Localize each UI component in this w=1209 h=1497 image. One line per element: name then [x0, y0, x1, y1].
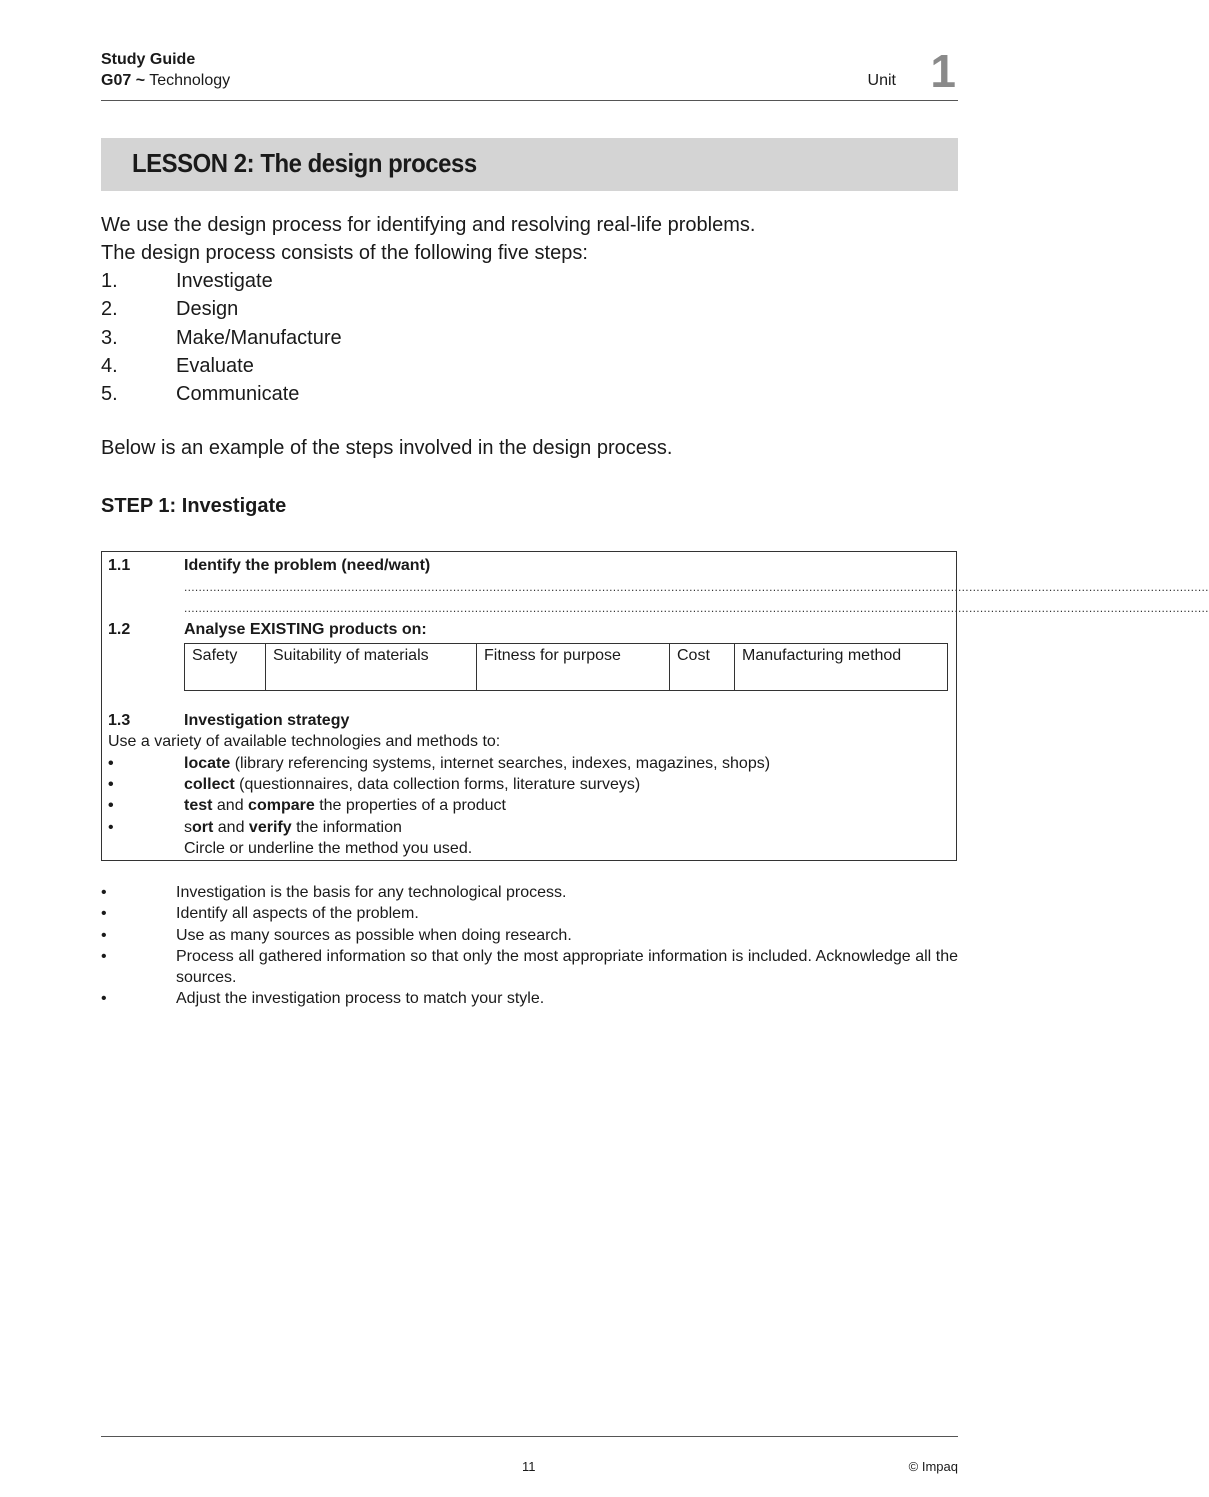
bullet-icon: • — [101, 926, 107, 944]
bullet-icon: • — [108, 819, 114, 836]
step-label: Investigate — [176, 270, 273, 292]
step-number: 4. — [101, 354, 118, 377]
method-detail: and — [212, 797, 249, 814]
step-label: Communicate — [176, 383, 300, 406]
method-detail: (library referencing systems, internet searches, indexes, magazines, shops) — [230, 755, 771, 772]
method-keyword: test — [184, 797, 213, 814]
strategy-intro: Use a variety of available technologies and methods to: — [108, 733, 501, 750]
method-keyword: compare — [248, 797, 315, 814]
list-item — [184, 797, 506, 815]
method-keyword: ort — [192, 819, 214, 836]
lesson-banner — [101, 138, 958, 191]
note-text: Use as many sources as possible when doing research. — [176, 926, 572, 944]
list-item — [101, 988, 958, 1009]
answer-line[interactable]: .......................................................................................................................................................................................................................................................................................... — [184, 580, 1209, 594]
method-keyword: locate — [184, 755, 231, 772]
bullet-icon: • — [101, 947, 107, 965]
step-label: Make/Manufacture — [176, 326, 342, 349]
section-title-1-2: Analyse EXISTING products on: — [184, 621, 427, 638]
course-code: G07 ~ — [101, 72, 146, 89]
step-label: Design — [176, 298, 239, 321]
header-course — [101, 72, 230, 90]
circle-instruction: Circle or underline the method you used. — [184, 840, 473, 857]
copyright: © Impaq — [908, 1459, 958, 1474]
list-item — [101, 946, 958, 989]
footer-divider — [101, 1436, 958, 1437]
example-intro: Below is an example of the steps involved in the design process. — [101, 437, 673, 459]
section-number-1-1: 1.1 — [108, 557, 131, 574]
method-detail: the properties of a product — [314, 797, 506, 814]
step-number: 1. — [101, 270, 118, 292]
method-detail: the information — [291, 819, 402, 836]
method-detail: and — [213, 819, 249, 836]
list-item — [101, 903, 958, 924]
bullet-icon: • — [101, 884, 107, 901]
answer-line[interactable]: .......................................................................................................................................................................................................................................................................................... — [184, 601, 1209, 615]
intro-line-1: We use the design process for identifying and resolving real-life problems. — [101, 214, 756, 236]
list-item — [101, 925, 958, 946]
criteria-cell: Cost — [670, 644, 735, 691]
criteria-table — [184, 643, 948, 691]
notes-list — [101, 882, 958, 1010]
section-title-1-3: Investigation strategy — [184, 712, 350, 729]
method-detail: s — [184, 819, 192, 836]
step-label: Evaluate — [176, 354, 254, 377]
page-header — [101, 45, 958, 101]
list-item — [184, 755, 770, 773]
bullet-icon: • — [101, 990, 107, 1008]
list-item — [184, 819, 402, 837]
lesson-title: LESSON 2: The design process — [132, 148, 477, 178]
bullet-icon: • — [108, 776, 114, 793]
page-number: 11 — [522, 1459, 536, 1474]
list-item — [101, 882, 958, 903]
criteria-cell: Fitness for purpose — [477, 644, 670, 691]
method-keyword: collect — [184, 776, 235, 793]
criteria-cell: Suitability of materials — [266, 644, 477, 691]
course-name: Technology — [149, 72, 231, 89]
note-text: Identify all aspects of the problem. — [176, 905, 419, 923]
step1-heading: STEP 1: Investigate — [101, 495, 287, 517]
note-text: Adjust the investigation process to match your style. — [176, 990, 545, 1008]
table-row — [185, 644, 948, 691]
list-item — [184, 776, 640, 794]
bullet-icon: • — [108, 797, 114, 814]
step-number: 3. — [101, 326, 118, 349]
unit-number: 1 — [930, 45, 956, 97]
bullet-icon: • — [101, 905, 107, 923]
method-keyword: verify — [248, 819, 292, 836]
intro-text — [101, 211, 755, 268]
intro-line-2: The design process consists of the following five steps: — [101, 242, 588, 265]
bullet-icon: • — [108, 755, 114, 772]
criteria-cell: Safety — [185, 644, 266, 691]
section-number-1-3: 1.3 — [108, 712, 131, 729]
unit-label: Unit — [867, 72, 896, 89]
section-title-1-1: Identify the problem (need/want) — [184, 557, 431, 574]
section-number-1-2: 1.2 — [108, 621, 131, 638]
step-number: 5. — [101, 383, 118, 406]
step-number: 2. — [101, 298, 118, 321]
criteria-cell: Manufacturing method — [735, 644, 948, 691]
method-detail: (questionnaires, data collection forms, literature surveys) — [234, 776, 641, 793]
note-text: Process all gathered information so that only the most appropriate information is included. Acknowledge all the sources. — [176, 947, 958, 987]
header-title: Study Guide — [101, 51, 196, 68]
investigation-box — [101, 551, 1209, 861]
note-text: Investigation is the basis for any technological process. — [176, 884, 567, 901]
